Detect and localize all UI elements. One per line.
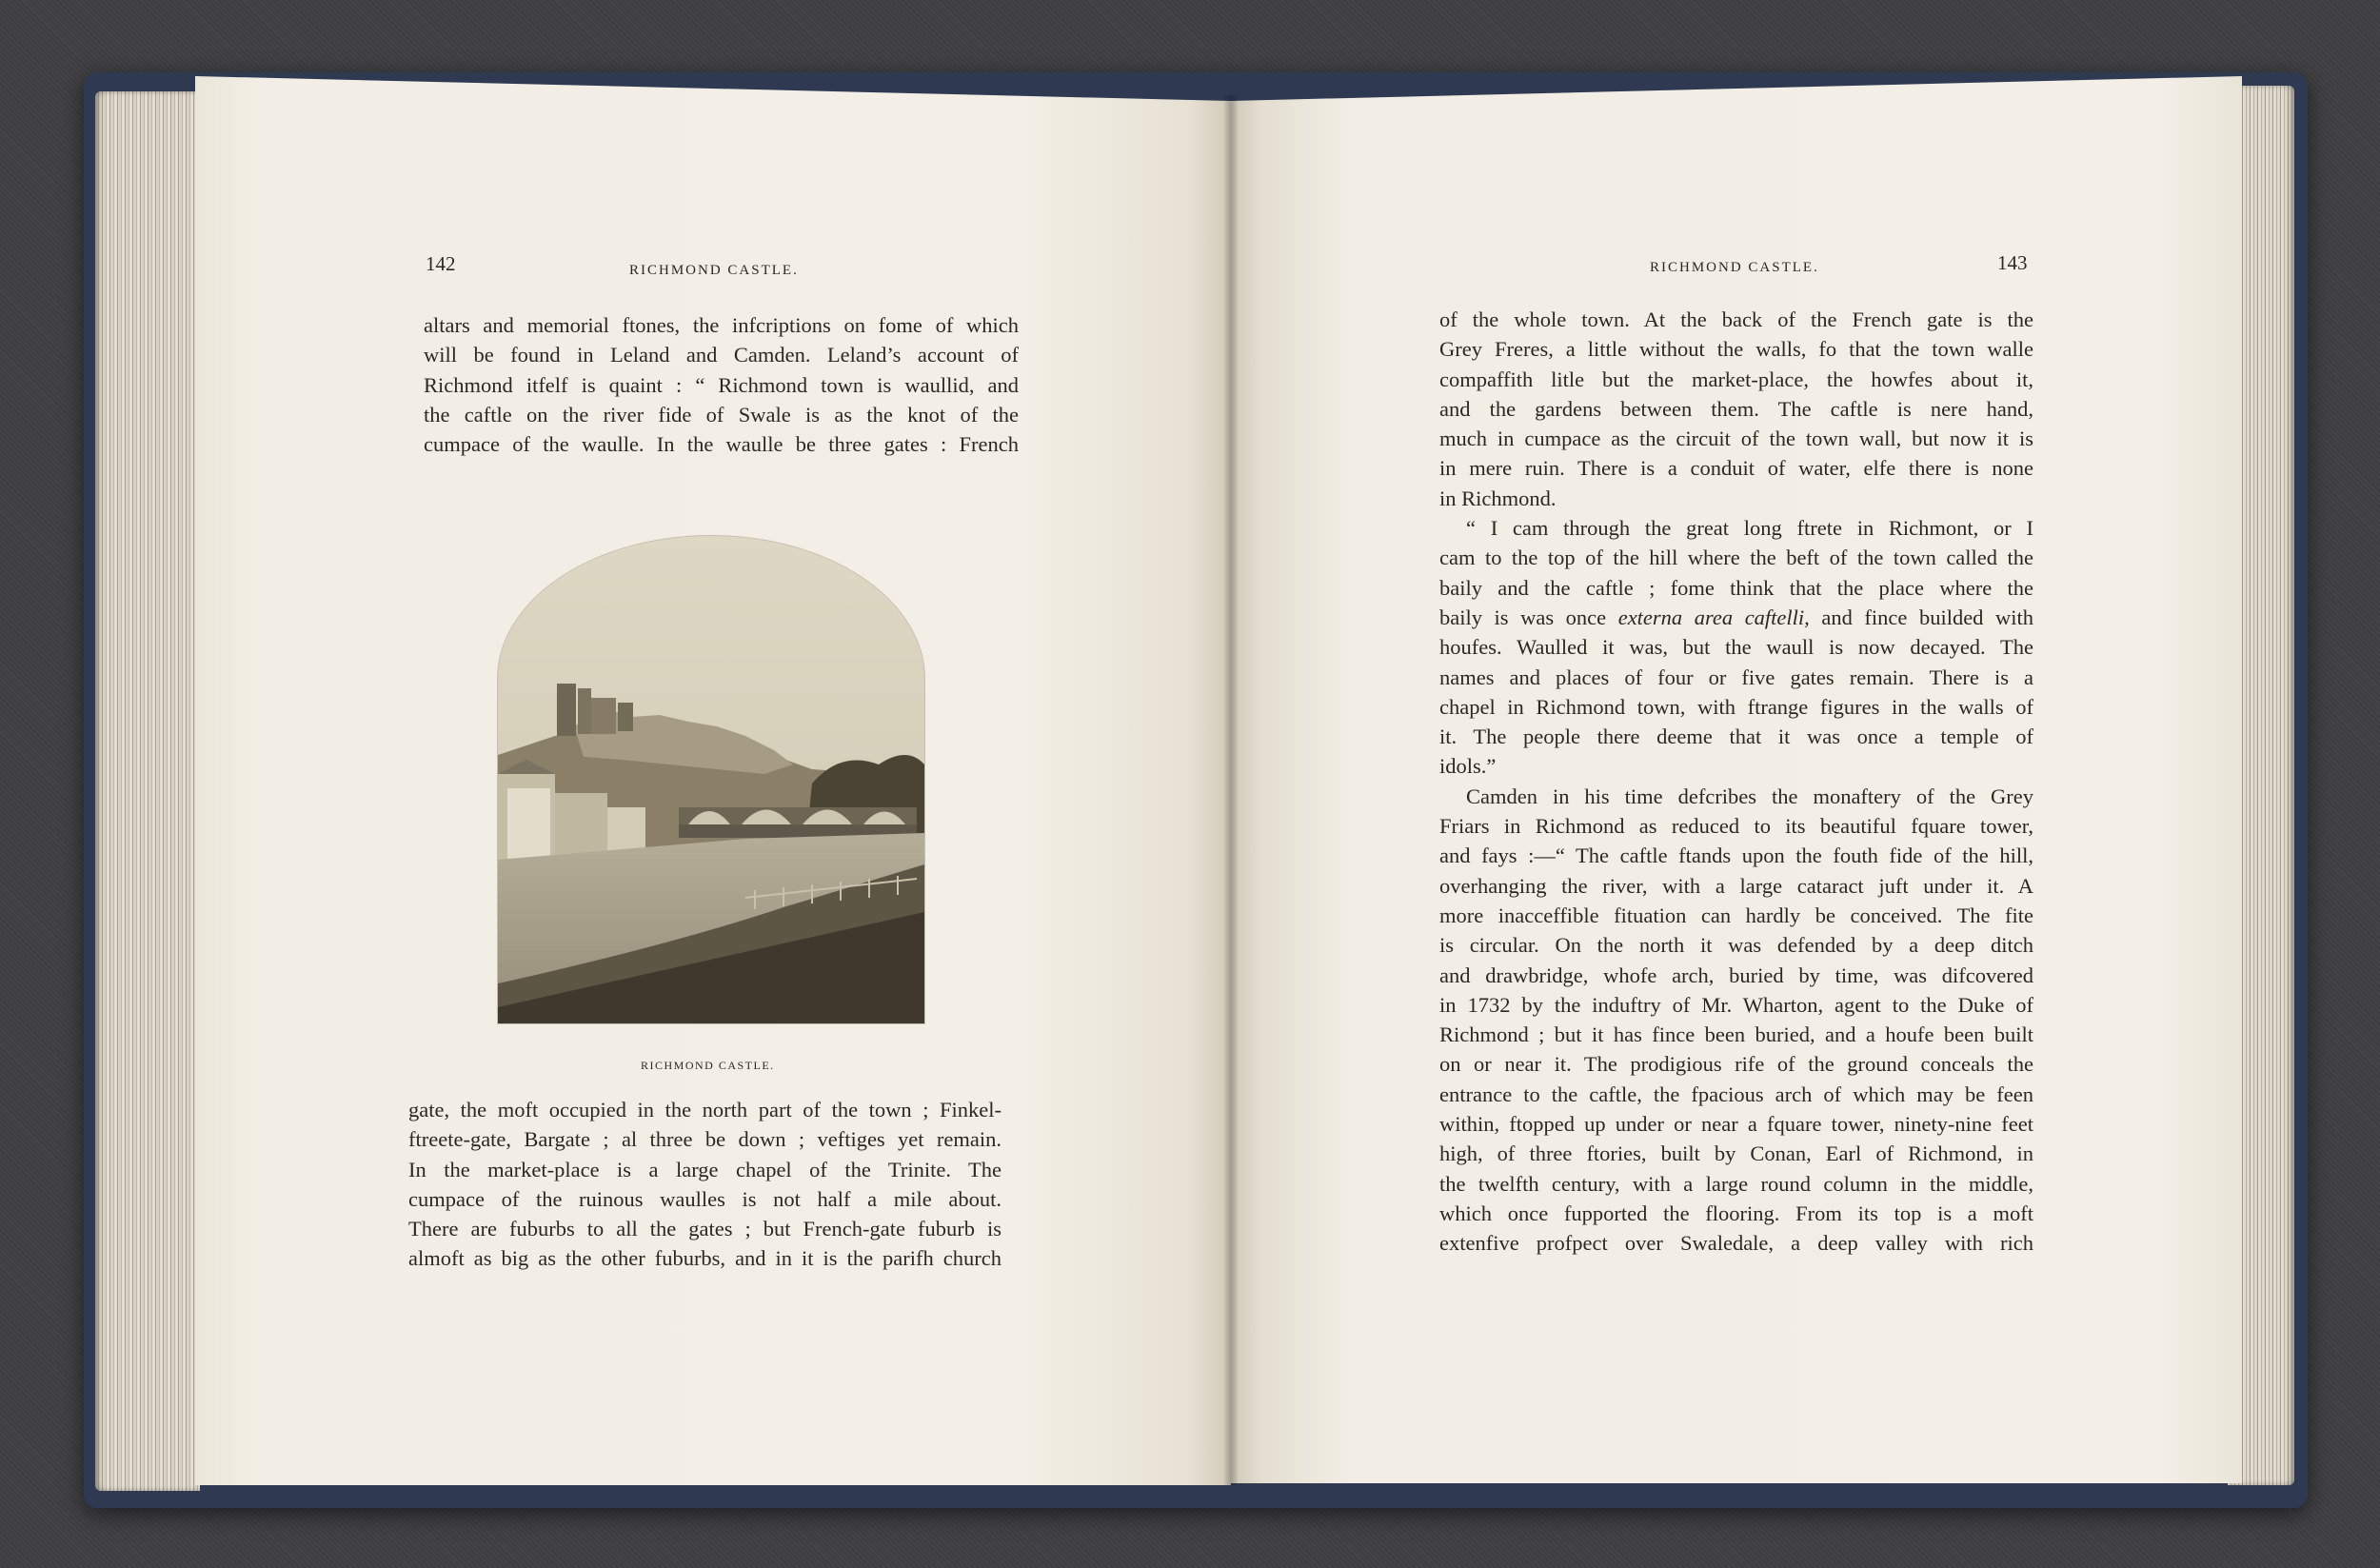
text-line <box>1439 603 2033 632</box>
text-fragment: and fince builded with <box>1809 605 2033 629</box>
text-line: it. The people there deeme that it was once a temple of <box>1439 724 2033 749</box>
text-line: and fays :—“ The caftle ftands upon the fouth fide of the hill, <box>1439 844 2033 868</box>
castle-photograph <box>498 536 924 1023</box>
photo-caption: RICHMOND CASTLE. <box>641 1059 775 1072</box>
text-line: Richmond ; but it has fince been buried, and a houfe been built <box>1439 1022 2033 1047</box>
text-line: more inacceffible fituation can hardly be conceived. The fite <box>1439 903 2033 927</box>
text-line: gate, the moft occupied in the north part of the town ; Finkel- <box>408 1098 1002 1121</box>
text-line: overhanging the river, with a large cataract juft under it. A <box>1439 873 2033 898</box>
text-line: and drawbridge, whofe arch, buried by time, was difcovered <box>1439 963 2033 987</box>
text-line: within, ftopped up under or near a fquare tower, ninety-nine feet <box>1439 1112 2033 1137</box>
text-fragment: baily is was once <box>1439 605 1618 629</box>
text-line: of the whole town. At the back of the French gate is the <box>1439 308 2033 331</box>
left-top-paragraph <box>424 310 1019 459</box>
text-line: in 1732 by the induftry of Mr. Wharton, agent to the Duke of <box>1439 992 2033 1017</box>
left-page-number: 142 <box>426 252 456 275</box>
text-line: in mere ruin. There is a conduit of water, elfe there is none <box>1439 456 2033 481</box>
book-gutter <box>1224 95 1238 1485</box>
text-line: Camden in his time defcribes the monaftery of the Grey <box>1466 784 2033 808</box>
latin-phrase: externa area caftelli, <box>1617 605 1810 629</box>
text-line: Friars in Richmond as reduced to its beautiful fquare tower, <box>1439 814 2033 839</box>
right-page-number: 143 <box>1997 251 2028 274</box>
text-line: ftreete-gate, Bargate ; al three be down ; veftiges yet remain. <box>408 1127 1002 1152</box>
text-line: In the market-place is a large chapel of the Trinite. The <box>408 1157 1002 1181</box>
left-bottom-paragraph <box>408 1095 1002 1274</box>
text-line: cumpace of the ruinous waulles is not half a mile about. <box>408 1186 1002 1211</box>
text-line: chapel in Richmond town, with ftrange figures in the walls of <box>1439 694 2033 719</box>
text-line: names and places of four or five gates remain. There is a <box>1439 665 2033 689</box>
right-running-head: RICHMOND CASTLE. <box>1650 260 1819 275</box>
text-line: There are fuburbs to all the gates ; but French-gate fuburb is <box>408 1217 1002 1241</box>
text-line: almoft as big as the other fuburbs, and in it is the parifh church <box>408 1246 1002 1271</box>
page-edges-left <box>95 91 200 1491</box>
text-line: cam to the top of the hill where the beft of the town called the <box>1439 546 2033 570</box>
text-line: and the gardens between them. The caftle is nere hand, <box>1439 396 2033 421</box>
text-line: on or near it. The prodigious rife of the ground conceals the <box>1439 1052 2033 1077</box>
text-line: compaffith litle but the market-place, the howfes about it, <box>1439 367 2033 391</box>
text-line: “ I cam through the great long ftrete in Richmont, or I <box>1466 516 2033 541</box>
text-line: Richmond itfelf is quaint : “ Richmond town is waullid, and <box>424 372 1019 397</box>
text-line: altars and memorial ftones, the infcriptions on fome of which <box>424 313 1019 337</box>
text-line: cumpace of the waulle. In the waulle be three gates : French <box>424 432 1019 457</box>
text-line: in Richmond. <box>1439 486 1557 510</box>
text-line: baily and the caftle ; fome think that the place where the <box>1439 575 2033 600</box>
text-line: high, of three ftories, built by Conan, Earl of Richmond, in <box>1439 1141 2033 1166</box>
right-body-text <box>1439 305 2033 1259</box>
castle-photo-image <box>498 536 924 1023</box>
text-line: the twelfth century, with a large round column in the middle, <box>1439 1171 2033 1196</box>
text-line: houfes. Waulled it was, but the waull is now decayed. The <box>1439 635 2033 660</box>
text-line: entrance to the caftle, the fpacious arch of which may be feen <box>1439 1082 2033 1106</box>
text-line: is circular. On the north it was defended by a deep ditch <box>1439 933 2033 958</box>
text-line: much in cumpace as the circuit of the town wall, but now it is <box>1439 427 2033 451</box>
text-line: extenfive profpect over Swaledale, a deep valley with rich <box>1439 1231 2033 1256</box>
left-running-head: RICHMOND CASTLE. <box>629 263 799 278</box>
text-line: will be found in Leland and Camden. Leland’s account of <box>424 343 1019 367</box>
text-line: the caftle on the river fide of Swale is as the knot of the <box>424 402 1019 427</box>
text-line: idols.” <box>1439 754 1497 779</box>
text-line: which once fupported the flooring. From its top is a moft <box>1439 1201 2033 1225</box>
text-line: Grey Freres, a little without the walls, fo that the town walle <box>1439 337 2033 362</box>
